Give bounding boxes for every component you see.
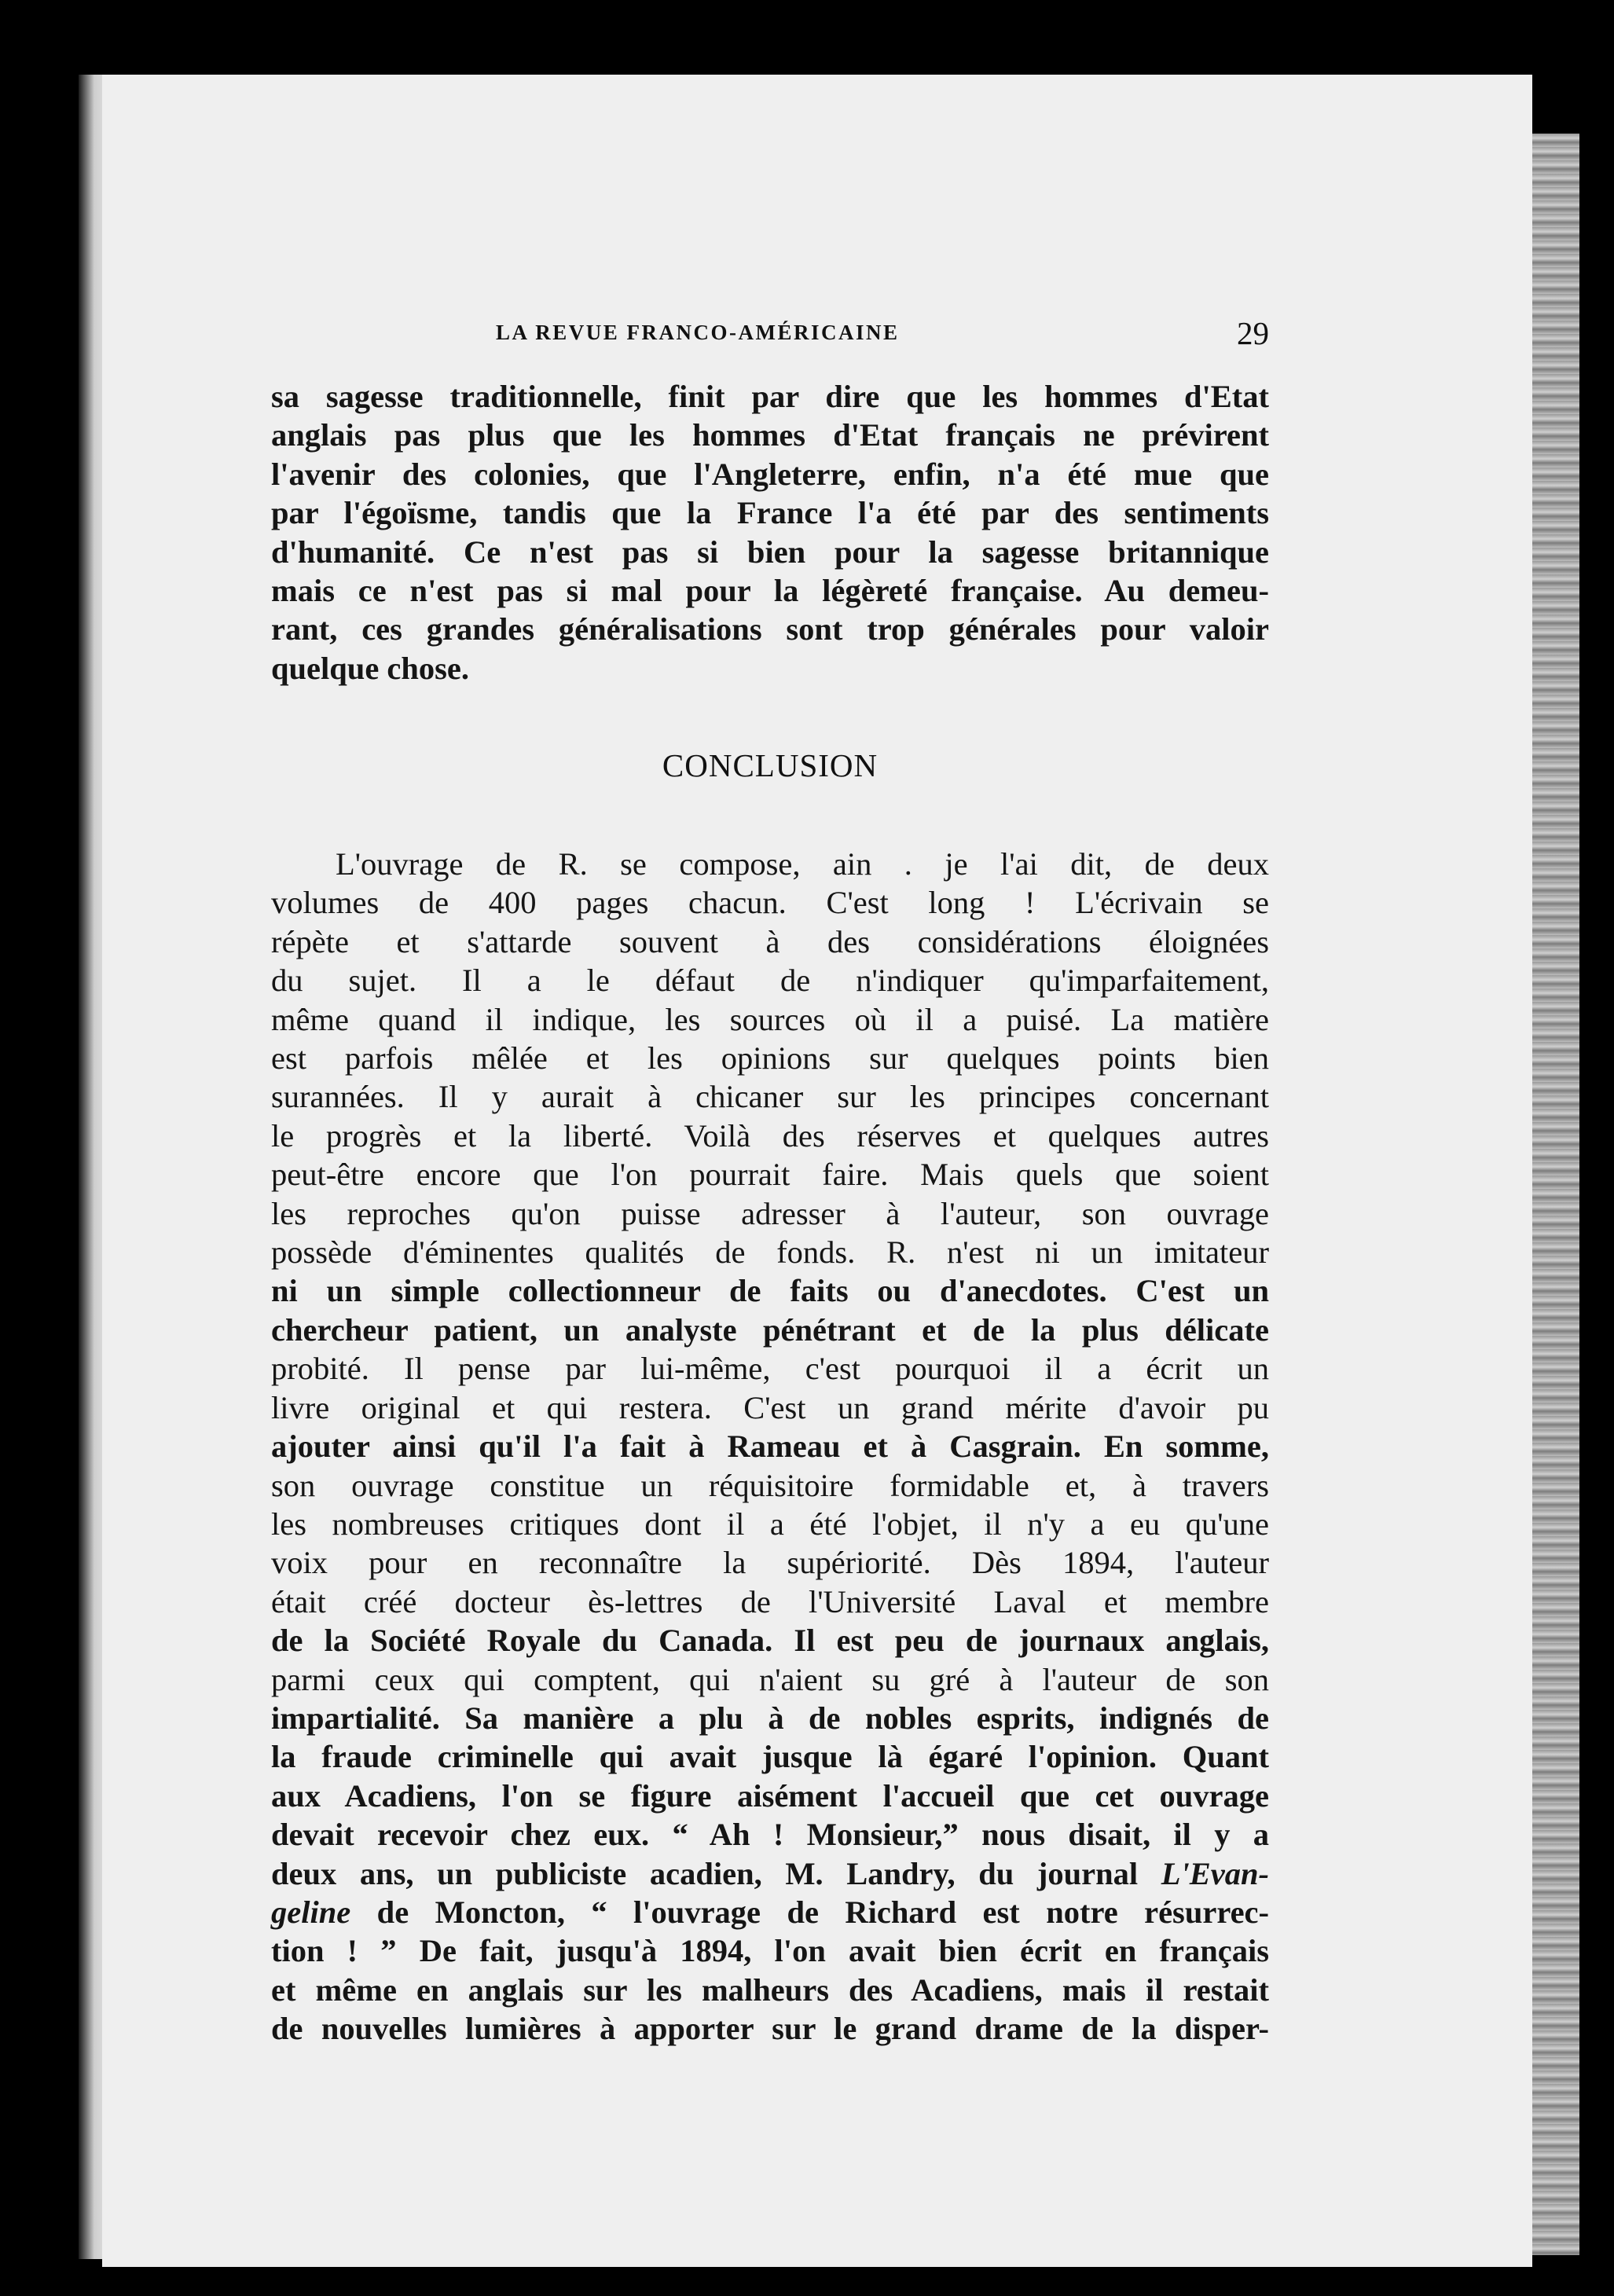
page-right-edge bbox=[1532, 134, 1579, 2255]
paragraph-one bbox=[271, 377, 1269, 688]
page-header bbox=[271, 314, 1269, 361]
text-line: rant, ces grandes généralisations sont trop générales pour valoir bbox=[271, 611, 1269, 647]
text-line: de la Société Royale du Canada. Il est peu de journaux anglais, bbox=[271, 1623, 1269, 1659]
text-line: quelque chose. bbox=[271, 650, 470, 686]
text-line: impartialité. Sa manière a plu à de nobles esprits, indignés de bbox=[271, 1700, 1269, 1736]
journal-title-part: geline bbox=[271, 1894, 351, 1930]
text-line: ajouter ainsi qu'il l'a fait à Rameau et à Casgrain. En somme, bbox=[271, 1429, 1269, 1465]
text-line bbox=[271, 1854, 1269, 1893]
text-line: anglais pas plus que les hommes d'Etat français ne prévirent bbox=[271, 417, 1269, 453]
text-line: de nouvelles lumières à apporter sur le grand drame de la disper- bbox=[271, 2011, 1269, 2047]
section-heading: CONCLUSION bbox=[662, 747, 879, 783]
text-line: peut-être encore que l'on pourrait faire. Mais quels que soient bbox=[271, 1157, 1269, 1193]
text-line: du sujet. Il a le défaut de n'indiquer qu'imparfaitement, bbox=[271, 963, 1269, 999]
journal-title-part: L'Evan- bbox=[1161, 1855, 1270, 1891]
text-line: ni un simple collectionneur de faits ou d'anecdotes. C'est un bbox=[271, 1273, 1269, 1309]
text-line: L'ouvrage de R. se compose, ain . je l'ai dit, de deux bbox=[336, 846, 1269, 882]
text-line: le progrès et la liberté. Voilà des réserves et quelques autres bbox=[271, 1117, 1269, 1154]
text-line: mais ce n'est pas si mal pour la légèreté française. Au demeu- bbox=[271, 573, 1269, 609]
text-line: volumes de 400 pages chacun. C'est long ! L'écrivain se bbox=[271, 885, 1269, 921]
text-line: les reproches qu'on puisse adresser à l'auteur, son ouvrage bbox=[271, 1195, 1269, 1231]
text-line: voix pour en reconnaître la supériorité. Dès 1894, l'auteur bbox=[271, 1545, 1269, 1581]
text-line: était créé docteur ès-lettres de l'Université Laval et membre bbox=[271, 1583, 1269, 1619]
text-line: parmi ceux qui comptent, qui n'aient su gré à l'auteur de son bbox=[271, 1661, 1269, 1697]
text-line: sa sagesse traditionnelle, finit par dire que les hommes d'Etat bbox=[271, 379, 1269, 414]
text-line: est parfois mêlée et les opinions sur quelques points bien bbox=[271, 1040, 1269, 1076]
paragraph-two bbox=[271, 845, 1269, 2048]
text-line-part: deux ans, un publiciste acadien, M. Landry, du journal bbox=[271, 1855, 1139, 1891]
text-line: et même en anglais sur les malheurs des Acadiens, mais il restait bbox=[271, 1971, 1269, 2008]
text-line: devait recevoir chez eux. “ Ah ! Monsieur,” nous disait, il y a bbox=[271, 1817, 1269, 1853]
running-head: LA REVUE FRANCO-AMÉRICAINE bbox=[496, 321, 900, 344]
text-line: l'avenir des colonies, que l'Angleterre, enfin, n'a été mue que bbox=[271, 456, 1269, 492]
text-line: répète et s'attarde souvent à des considérations éloignées bbox=[271, 923, 1269, 959]
text-line: les nombreuses critiques dont il a été l'objet, il n'y a eu qu'une bbox=[271, 1506, 1269, 1542]
text-line: par l'égoïsme, tandis que la France l'a été par des sentiments bbox=[271, 495, 1269, 531]
text-line: d'humanité. Ce n'est pas si bien pour la sagesse britannique bbox=[271, 534, 1269, 570]
text-line: tion ! ” De fait, jusqu'à 1894, l'on avait bien écrit en français bbox=[271, 1933, 1269, 1969]
text-line: possède d'éminentes qualités de fonds. R. n'est ni un imitateur bbox=[271, 1234, 1269, 1271]
text-line-part: de Moncton, “ l'ouvrage de Richard est notre résurrec- bbox=[376, 1894, 1270, 1930]
text-line: la fraude criminelle qui avait jusque là égaré l'opinion. Quant bbox=[271, 1739, 1269, 1775]
text-line: surannées. Il y aurait à chicaner sur les principes concernant bbox=[271, 1079, 1269, 1115]
page-number: 29 bbox=[1237, 315, 1269, 351]
text-line bbox=[271, 1893, 1269, 1931]
text-line: livre original et qui restera. C'est un grand mérite d'avoir pu bbox=[271, 1389, 1269, 1425]
text-line: son ouvrage constitue un réquisitoire formidable et, à travers bbox=[271, 1467, 1269, 1503]
text-line: probité. Il pense par lui-même, c'est pourquoi il a écrit un bbox=[271, 1351, 1269, 1387]
text-line: même quand il indique, les sources où il a puisé. La matière bbox=[271, 1001, 1269, 1037]
text-line: chercheur patient, un analyste pénétrant et de la plus délicate bbox=[271, 1311, 1269, 1348]
text-line: aux Acadiens, l'on se figure aisément l'accueil que cet ouvrage bbox=[271, 1777, 1269, 1814]
